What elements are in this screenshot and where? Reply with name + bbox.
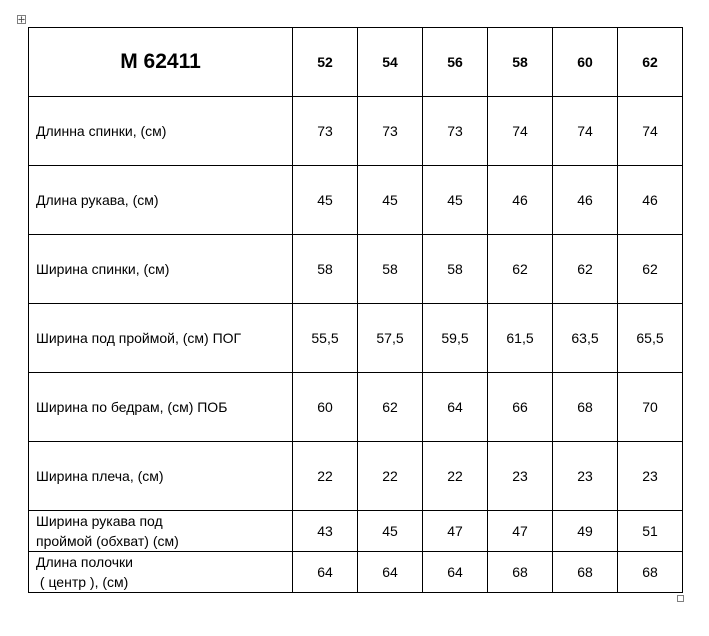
row-label-line: Длина полочки [36,554,133,570]
table-cell: 64 [423,373,488,442]
table-cell: 68 [553,373,618,442]
table-cell: 55,5 [293,304,358,373]
row-label [29,511,293,552]
table-cell: 74 [553,97,618,166]
table-row [29,166,683,235]
table-cell: 22 [358,442,423,511]
table-cell: 63,5 [553,304,618,373]
table-cell: 47 [488,511,553,552]
table-cell: 46 [488,166,553,235]
size-header: 60 [553,28,618,97]
row-label-line: ( центр ), (см) [36,574,129,590]
table-cell: 68 [553,552,618,593]
table-cell: 45 [423,166,488,235]
table-row [29,373,683,442]
table-cell: 62 [488,235,553,304]
table-cell: 66 [488,373,553,442]
table-cell: 46 [618,166,683,235]
size-header: 54 [358,28,423,97]
table-cell: 64 [293,552,358,593]
model-title: M 62411 [29,28,293,97]
table-cell: 70 [618,373,683,442]
table-cell: 59,5 [423,304,488,373]
table-row [29,97,683,166]
size-header: 58 [488,28,553,97]
table-row [29,511,683,552]
table-row [29,552,683,593]
row-label-line: Ширина рукава под [36,513,163,529]
table-cell: 74 [618,97,683,166]
table-cell: 60 [293,373,358,442]
table-cell: 43 [293,511,358,552]
table-cell: 45 [358,511,423,552]
table-row [29,235,683,304]
row-label [29,552,293,593]
row-label: Ширина плеча, (см) [29,442,293,511]
table-cell: 23 [618,442,683,511]
table-cell: 73 [423,97,488,166]
row-label: Ширина по бедрам, (см) ПОБ [29,373,293,442]
table-row [29,304,683,373]
move-cross-icon [18,16,25,23]
table-cell: 74 [488,97,553,166]
row-label: Ширина под проймой, (см) ПОГ [29,304,293,373]
table-cell: 51 [618,511,683,552]
table-cell: 62 [618,235,683,304]
size-header: 56 [423,28,488,97]
table-cell: 68 [488,552,553,593]
table-row [29,442,683,511]
size-header: 62 [618,28,683,97]
table-cell: 61,5 [488,304,553,373]
table-cell: 68 [618,552,683,593]
table-cell: 45 [293,166,358,235]
table-cell: 64 [423,552,488,593]
table-cell: 23 [553,442,618,511]
table-cell: 23 [488,442,553,511]
table-move-icon[interactable] [17,15,26,24]
table-cell: 22 [293,442,358,511]
table-cell: 73 [293,97,358,166]
table-header-row [29,28,683,97]
table-cell: 62 [553,235,618,304]
table-cell: 58 [423,235,488,304]
table-cell: 58 [293,235,358,304]
table-cell: 62 [358,373,423,442]
row-label: Ширина спинки, (см) [29,235,293,304]
table-cell: 57,5 [358,304,423,373]
table-cell: 64 [358,552,423,593]
table-cell: 73 [358,97,423,166]
table-cell: 47 [423,511,488,552]
row-label: Длина рукава, (см) [29,166,293,235]
table-cell: 45 [358,166,423,235]
table-cell: 65,5 [618,304,683,373]
size-chart-table [28,27,683,593]
resize-square-icon[interactable] [677,595,684,602]
table-cell: 58 [358,235,423,304]
size-header: 52 [293,28,358,97]
table-cell: 22 [423,442,488,511]
row-label-line: проймой (обхват) (см) [36,533,179,549]
row-label: Длинна спинки, (см) [29,97,293,166]
table-cell: 46 [553,166,618,235]
table-cell: 49 [553,511,618,552]
